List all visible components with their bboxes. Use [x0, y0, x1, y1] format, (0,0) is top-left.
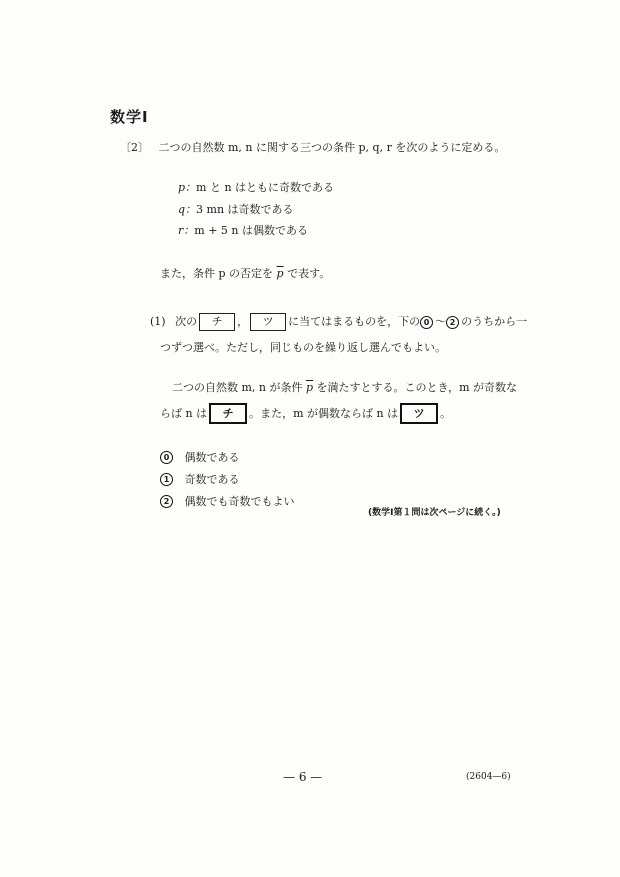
answer-box-chi-bold[interactable]: チ — [209, 403, 247, 424]
choice-number-1-icon: 1 — [160, 473, 173, 486]
statement-text: らば n は — [160, 407, 208, 420]
page-title: 数学Ⅰ — [110, 108, 149, 126]
choice-ref-2-icon: 2 — [446, 316, 459, 329]
page-code: (2604—6) — [466, 772, 511, 782]
statement-text: 二つの自然数 m, n が条件 — [172, 381, 306, 394]
question-text: 次の — [175, 315, 198, 328]
choice-number-2-icon: 2 — [160, 495, 173, 508]
page-number: — 6 — — [283, 770, 323, 784]
choice-text: 偶数である — [184, 450, 240, 464]
continue-note: (数学Ⅰ第１問は次ページに続く。) — [368, 508, 501, 518]
statement-text: 。 — [440, 407, 452, 420]
question-text: に当てはまるものを，下の — [288, 315, 421, 328]
question-1-line1 — [150, 313, 527, 331]
separator: ， — [237, 315, 249, 328]
negation-symbol: $\overline{p}$ — [276, 267, 284, 280]
negation-line — [160, 268, 330, 279]
answer-box-tsu-bold[interactable]: ツ — [400, 403, 438, 424]
negation-prefix: また，条件 p の否定を — [160, 267, 277, 280]
condition-label: p： — [178, 181, 197, 194]
choice-2[interactable] — [160, 495, 295, 508]
choice-text: 偶数でも奇数でもよい — [184, 494, 295, 508]
condition-q — [178, 204, 294, 215]
statement-text: を満たすとする。このとき，m が奇数な — [313, 381, 518, 394]
choice-ref-0-icon: 0 — [420, 316, 433, 329]
condition-text: m + 5 n は偶数である — [194, 224, 308, 237]
negation-suffix: で表す。 — [283, 267, 331, 280]
range-mark: 〜 — [435, 315, 447, 328]
question-number: (1) — [150, 315, 166, 328]
condition-r — [178, 225, 308, 236]
condition-label: r： — [178, 224, 195, 237]
choice-0[interactable] — [160, 451, 240, 464]
problem-intro — [120, 142, 505, 153]
condition-p — [178, 182, 334, 193]
choice-text: 奇数である — [184, 472, 240, 486]
statement-line2 — [160, 403, 451, 424]
question-text: のうちから一 — [461, 315, 528, 328]
answer-box-chi[interactable]: チ — [199, 313, 235, 331]
condition-text: m と n はともに奇数である — [196, 181, 335, 194]
statement-symbol: $\overline{p}$ — [306, 381, 314, 394]
question-1-line2: つずつ選べ。ただし，同じものを繰り返し選んでもよい。 — [160, 341, 446, 354]
statement-text: 。また，m が偶数ならば n は — [249, 407, 399, 420]
problem-label: 〔2〕 — [120, 141, 149, 154]
condition-text: 3 mn は奇数である — [196, 203, 294, 216]
choice-number-0-icon: 0 — [160, 451, 173, 464]
problem-intro-text: 二つの自然数 m, n に関する三つの条件 p, q, r を次のように定める。 — [158, 141, 506, 154]
answer-box-tsu[interactable]: ツ — [250, 313, 286, 331]
choice-1[interactable] — [160, 473, 240, 486]
condition-label: q： — [178, 203, 197, 216]
statement-line1 — [172, 382, 517, 393]
